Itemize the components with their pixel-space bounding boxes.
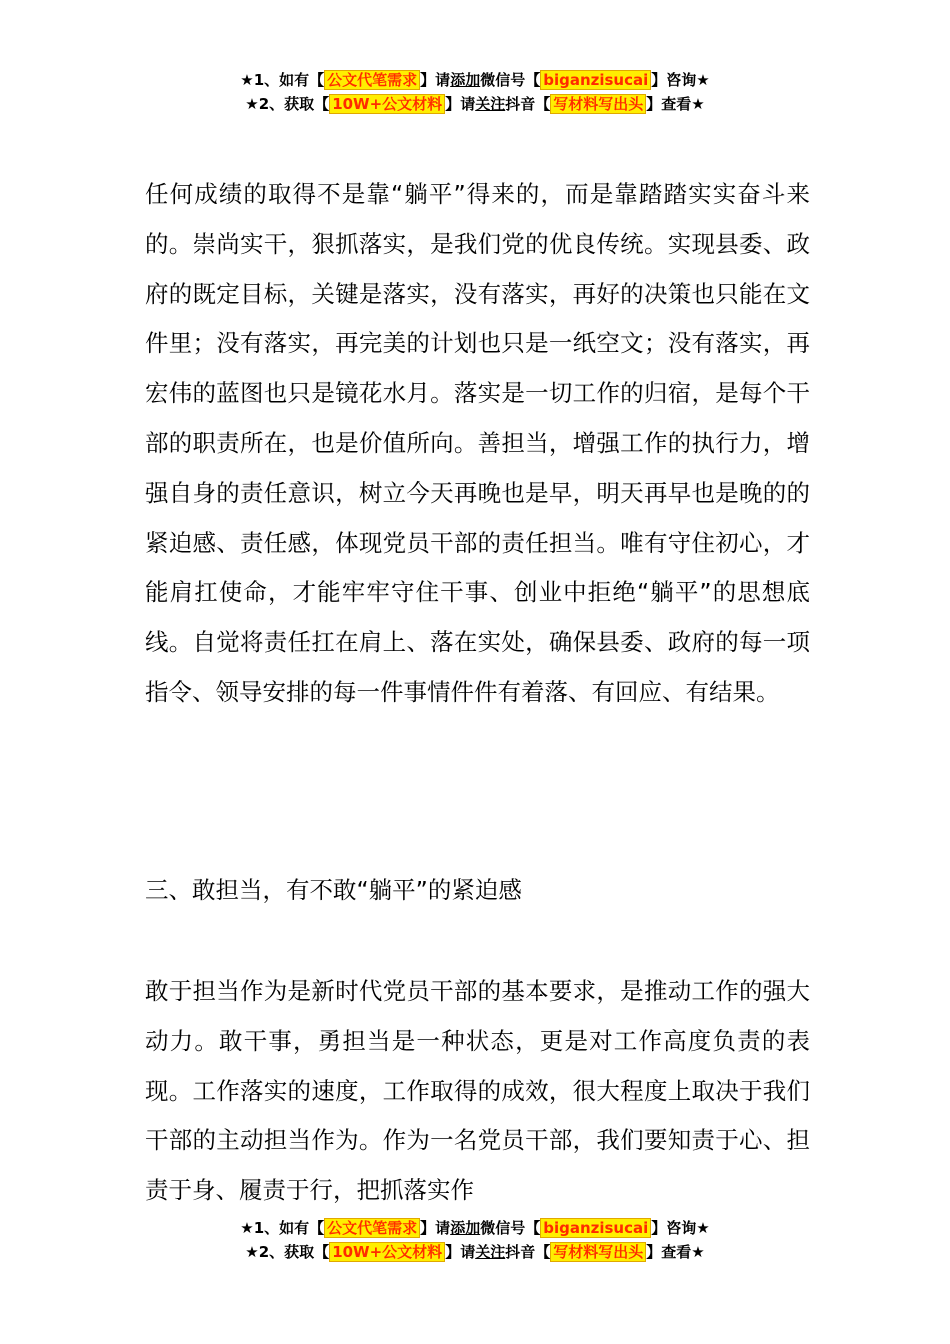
banner-text: 】请 bbox=[445, 95, 476, 113]
banner-text: 】查看★ bbox=[646, 1243, 705, 1261]
banner-text: 】请 bbox=[420, 71, 451, 89]
banner-text: 】请 bbox=[445, 1243, 476, 1261]
highlight-badge: 公文代笔需求 bbox=[324, 70, 420, 90]
highlight-badge: 写材料写出头 bbox=[550, 94, 646, 114]
banner-text: 微信号【 bbox=[480, 71, 541, 89]
highlight-badge: 10W+公文材料 bbox=[329, 94, 445, 114]
banner-text: 】咨询★ bbox=[651, 1219, 710, 1237]
banner-text: ★2、获取【 bbox=[245, 1243, 330, 1261]
banner-text: ★1、如有【 bbox=[240, 71, 325, 89]
underlined-text: 添加 bbox=[450, 71, 481, 89]
banner-text: ★2、获取【 bbox=[245, 95, 330, 113]
banner-text: ★1、如有【 bbox=[240, 1219, 325, 1237]
banner-line-2 bbox=[0, 1240, 950, 1264]
banner-line-1 bbox=[0, 68, 950, 92]
highlight-badge: 写材料写出头 bbox=[550, 1242, 646, 1262]
highlight-badge: 公文代笔需求 bbox=[324, 1218, 420, 1238]
paragraph-text: 任何成绩的取得不是靠“躺平”得来的，而是靠踏踏实实奋斗来的。崇尚实干，狠抓落实，是我们党的优良传统。实现县委、政府的既定目标，关键是落实，没有落实，再好的决策也只能在文件里；没有落实，再完美的计划也只是一纸空文；没有落实，再宏伟的蓝图也只是镜花水月。落实是一切工作的归宿，是每个干部的职责所在，也是价值所向。善担当，增强工作的执行力，增强自身的责任意识，树立今天再晚也是早，明天再早也是晚的的紧迫感、责任感，体现党员干部的责任担当。唯有守住初心，才能肩扛使命，才能牢牢守住干事、创业中拒绝“躺平”的思想底线。自觉将责任扛在肩上、落在实处，确保县委、政府的每一项指令、领导安排的每一件事情件件有着落、有回应、有结果。 bbox=[145, 180, 810, 706]
banner-text: 】查看★ bbox=[646, 95, 705, 113]
body-paragraph-2 bbox=[145, 967, 810, 1216]
section-heading bbox=[145, 866, 810, 916]
underlined-text: 关注 bbox=[475, 1243, 506, 1261]
highlight-badge: biganzisucai bbox=[540, 1218, 651, 1238]
heading-text: 三、敢担当，有不敢“躺平”的紧迫感 bbox=[145, 876, 522, 904]
banner-line-1 bbox=[0, 1216, 950, 1240]
banner-text: 】请 bbox=[420, 1219, 451, 1237]
banner-text: 】咨询★ bbox=[651, 71, 710, 89]
banner-line-2 bbox=[0, 92, 950, 116]
body-paragraph-1 bbox=[145, 170, 810, 718]
banner-text: 微信号【 bbox=[480, 1219, 541, 1237]
highlight-badge: biganzisucai bbox=[540, 70, 651, 90]
banner-text: 抖音【 bbox=[505, 95, 551, 113]
highlight-badge: 10W+公文材料 bbox=[329, 1242, 445, 1262]
header-banner bbox=[0, 68, 950, 116]
banner-text: 抖音【 bbox=[505, 1243, 551, 1261]
footer-banner bbox=[0, 1216, 950, 1264]
underlined-text: 关注 bbox=[475, 95, 506, 113]
paragraph-text: 敢于担当作为是新时代党员干部的基本要求，是推动工作的强大动力。敢干事，勇担当是一种状态，更是对工作高度负责的表现。工作落实的速度，工作取得的成效，很大程度上取决于我们干部的主动担当作为。作为一名党员干部，我们要知责于心、担责于身、履责于行，把抓落实作 bbox=[145, 977, 810, 1205]
underlined-text: 添加 bbox=[450, 1219, 481, 1237]
